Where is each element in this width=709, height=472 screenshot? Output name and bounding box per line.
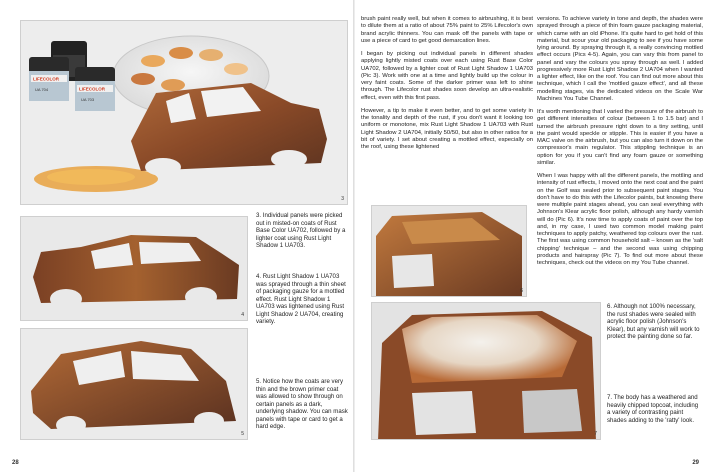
figure-number: 3 bbox=[341, 196, 344, 202]
caption-4: 4. Rust Light Shadow 1 UA703 was sprayed through a thin sheet of packaging gauze for a mottled effect. Rust Light Shadow 1 UA703 was lightened using Rust Light Shadow 2 UA704, creating variety. bbox=[256, 273, 346, 325]
figure-number: 7 bbox=[594, 431, 597, 437]
figure-7-photo bbox=[371, 302, 601, 440]
page-number-right: 29 bbox=[692, 460, 699, 466]
page-number-left: 28 bbox=[12, 460, 19, 466]
jar-code-1: UA 704 bbox=[35, 87, 49, 92]
right-page bbox=[355, 0, 709, 472]
figure-number: 4 bbox=[241, 312, 244, 318]
figure-3-photo bbox=[20, 20, 348, 205]
jar-label-1: LIFECOLOR bbox=[33, 76, 59, 82]
figure-4-photo bbox=[20, 216, 248, 321]
figure-number: 5 bbox=[241, 431, 244, 437]
caption-5: 5. Notice how the coats are very thin and the brown primer coat was allowed to show through on certain panels as a dark, underlying shadow. You can mask panels with tape or card to get a hard edge. bbox=[256, 378, 348, 430]
figure-number: 6 bbox=[520, 288, 523, 294]
paragraph: However, a tip to make it even better, and to get some variety in the tonality and depth of the rust, if you don't want it looking too uniform or monotone, mix Rust Light Shadow 1 UA703 with Rust Light Shadow 2 UA704, initially 50/50, but also in other ratios for a bit of variety. I set about creating a mottled effect, especially on the roof, using these lightened bbox=[361, 107, 533, 150]
figure-6-photo bbox=[371, 205, 527, 297]
paragraph: brush paint really well, but when it comes to airbrushing, it is best to dilute them at a ratio of about 75% paint to 25% Lifecolor's own brand acrylic thinners. You can mask off the panels with tape or use a piece of card to get good demarcation lines. bbox=[361, 16, 533, 44]
paragraph: I began by picking out individual panels in different shades applying lightly misted coats over each using Rust Base Color UA702, followed by a lighter coat of Rust Light Shadow 1 UA703 (Pic 3). Work with one at a time and lightly build up the colour in very faint coats. Some of the darker primer was left to shine through. The Lifecolor rust shades soon develop an ultra-realistic effect, even with this first pass. bbox=[361, 51, 533, 101]
caption-6: 6. Although not 100% necessary, the rust shades were sealed with acrylic floor polish (Johnson's Klear), but any varnish will work to protect the painting done so far. bbox=[607, 303, 700, 340]
paragraph: When I was happy with all the different panels, the mottling and intensity of rust effects, I moved onto the next coat and the paint on the Golf was sealed prior to subsequent paint stages. You don't have to do this with the Lifecolor paints, but knowing there were multiple paint stages ahead, you can seal everything with Johnson's Klear acrylic floor polish, although any hardy varnish will do (Pic 6). It's now time to apply coats of paint over the top and, in my case, I used two common model making paint techniques to apply patchy, weathered top colours over the rust. The first was using common household salt – known as the 'salt chipping' technique – and the second was using chipping products and hairspray (Pic 7). To find out more about these techniques, check out the videos on my You Tube channel. bbox=[537, 173, 703, 266]
jar-code-2: UA 703 bbox=[81, 97, 95, 102]
caption-7: 7. The body has a weathered and heavily chipped topcoat, including a variety of contrasting paint shades adding to the 'ratty' look. bbox=[607, 394, 699, 424]
caption-3: 3. Individual panels were picked out in misted-on coats of Rust Base Color UA702, followed by a lighter coat using Rust Light Shadow 1 UA703. bbox=[256, 212, 346, 249]
jar-label-2: LIFECOLOR bbox=[79, 86, 105, 92]
paragraph: versions. To achieve variety in tone and depth, the shades were sprayed through a piece of thin foam gauze packaging material, which came with an old iPhone. It's quite hard to get hold of this material, but scour your old packaging to see if you have some lying around. By spraying through it, a really convincing mottled effect occurs (Pics 4-5). Again, you can vary this from panel to panel and vary the colours you spray through as well. I added progressively more Rust Light Shadow 2 UA704 when I wanted a lighter effect, like on the roof. You can find out more about this technique, which I call the 'mottled gauze effect', and all these modelling stages, via the dedicated videos on the Scale War Machines You Tube Channel. bbox=[537, 16, 703, 102]
text-column-right bbox=[537, 16, 703, 273]
figure-5-photo bbox=[20, 328, 248, 440]
left-page bbox=[0, 0, 354, 472]
text-column-left bbox=[361, 16, 533, 157]
paragraph: It's worth mentioning that I varied the pressure of the airbrush to get different intensities of colour (between 1 to 1.5 bar) and I turned the airbrush pressure right down to a tiny setting, until the paint would speckle or stipple. This is easier if you have a MAC valve on the airbrush, but you can also turn it down on the compressor's main regulator. This stippling technique is an option for you if you can't find any foam gauze or something similar. bbox=[537, 109, 703, 166]
